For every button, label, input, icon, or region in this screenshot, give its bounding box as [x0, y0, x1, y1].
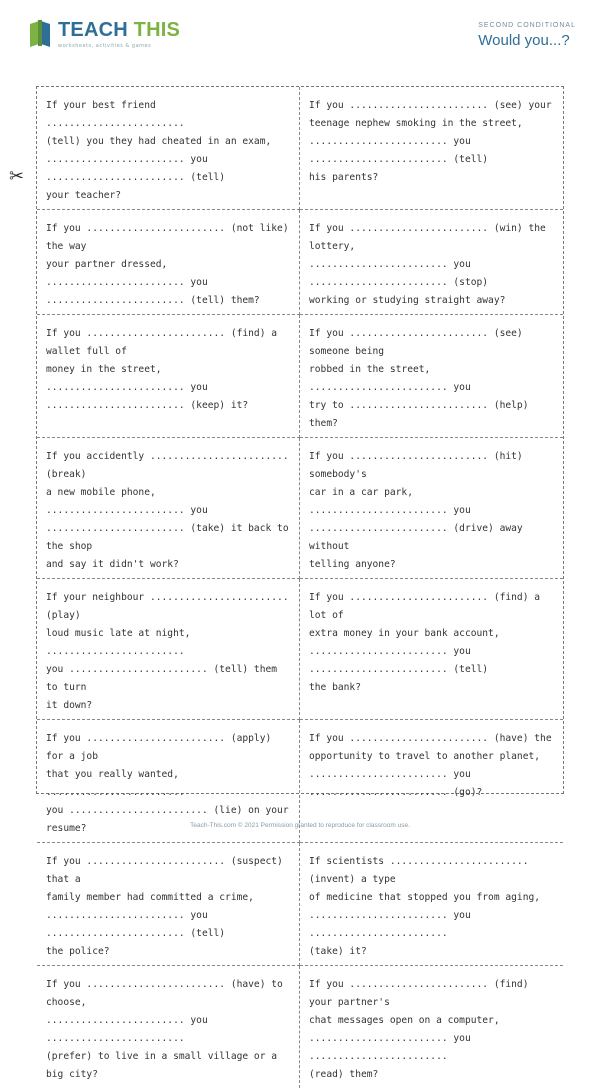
card-text: If you ........................ (not like) the way your partner dressed, ........................ you ........................ (tell) them?: [46, 223, 289, 306]
card-text: If you ........................ (find) your partner's chat messages open on a computer, ........................ you ........................ (read) them?: [309, 979, 529, 1080]
card: [37, 579, 300, 720]
card: [300, 87, 563, 210]
card-text: If your best friend ........................ (tell) you they had cheated in an exam, ........................ you ........................ (tell) your teacher?: [46, 100, 272, 201]
card: [37, 315, 300, 438]
card-text: If you ........................ (find) a wallet full of money in the street, ........................ you ........................ (keep) it?: [46, 328, 278, 411]
logo: [28, 18, 180, 58]
card-text: If you ........................ (see) your teenage nephew smoking in the street, ........................ you ........................ (tell) his parents?: [309, 100, 552, 183]
card-text: If you ........................ (find) a lot of extra money in your bank account, ........................ you ........................ (tell) the bank?: [309, 592, 541, 693]
page-header: [28, 18, 576, 66]
topic-kicker: SECOND CONDITIONAL: [478, 22, 576, 29]
logo-tagline: worksheets, activities & games: [58, 43, 152, 49]
scissors-icon: ✂: [9, 166, 25, 187]
card: [300, 210, 563, 315]
book-logo-icon: [28, 18, 52, 48]
card-text: If you accidently ........................ (break) a new mobile phone, ........................ you ........................ (take) it back to the shop and say it didn't work?: [46, 451, 289, 570]
card: [37, 966, 300, 1088]
card-text: If scientists ........................ (invent) a type of medicine that stopped you from aging, ........................ you ........................ (take) it?: [309, 856, 541, 957]
card: [37, 87, 300, 210]
card-text: If you ........................ (have) the opportunity to travel to another planet, ........................ you ........................ (go)?: [309, 733, 552, 798]
card: [37, 210, 300, 315]
card: [300, 579, 563, 720]
card-text: If you ........................ (see) someone being robbed in the street, ........................ you try to ........................ (help) them?: [309, 328, 529, 429]
card-text: If you ........................ (have) to choose, ........................ you ........................ (prefer) to live in a small village or a big city?: [46, 979, 283, 1080]
card-text: If you ........................ (apply) for a job that you really wanted, ........................ you ........................ (lie) on your resume?: [46, 733, 289, 834]
topic: [478, 22, 576, 49]
page-title: Would you...?: [478, 32, 570, 49]
card: [300, 843, 563, 966]
footer-copyright: Teach-This.com © 2021 Permission granted to reproduce for classroom use.: [190, 822, 410, 829]
card-text: If you ........................ (suspect) that a family member had committed a crime, ........................ you ........................ (tell) the police?: [46, 856, 283, 957]
card: [300, 315, 563, 438]
card-text: If you ........................ (win) the lottery, ........................ you ........................ (stop) working or studying straight away?: [309, 223, 546, 306]
card: [300, 966, 563, 1088]
card-text: If your neighbour ........................ (play) loud music late at night, ........................ you ........................ (tell) them to turn it down?: [46, 592, 289, 711]
card: [300, 438, 563, 579]
card: [37, 843, 300, 966]
card-text: If you ........................ (hit) somebody's car in a car park, ........................ you ........................ (drive) away without telling anyone?: [309, 451, 523, 570]
logo-text: TEACH THIS: [58, 19, 181, 41]
card: [37, 438, 300, 579]
